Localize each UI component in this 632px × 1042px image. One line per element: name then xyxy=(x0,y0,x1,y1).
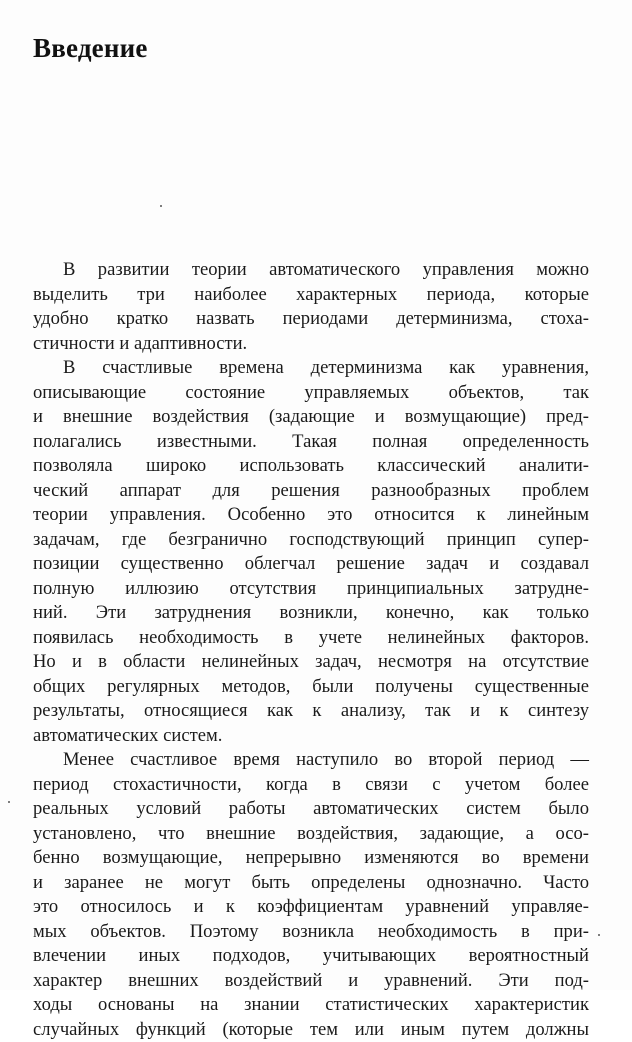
text-line: и заранее не могут быть определены однозначно. Часто xyxy=(33,871,589,896)
text-line: В счастливые времена детерминизма как уравнения, xyxy=(33,356,589,381)
text-line: выделить три наиболее характерных периода, которые xyxy=(33,283,589,308)
text-line: Но и в области нелинейных задач, несмотря на отсутствие xyxy=(33,650,589,675)
text-line: удобно кратко назвать периодами детерминизма, стоха- xyxy=(33,307,589,332)
text-line: позволяла широко использовать классический аналити- xyxy=(33,454,589,479)
text-line: ний. Эти затруднения возникли, конечно, как только xyxy=(33,601,589,626)
text-line: В развитии теории автоматического управления можно xyxy=(33,258,589,283)
text-line: характер внешних воздействий и уравнений. Эти под- xyxy=(33,969,589,994)
text-line: случайных функций (которые тем или иным путем должны xyxy=(33,1018,589,1042)
text-line: описывающие состояние управляемых объектов, так xyxy=(33,381,589,406)
text-line: установлено, что внешние воздействия, задающие, а осо- xyxy=(33,822,589,847)
text-line: позиции существенно облегчал решение задач и создавал xyxy=(33,552,589,577)
text-line: общих регулярных методов, были получены существенные xyxy=(33,675,589,700)
print-speck xyxy=(160,205,162,207)
text-line: период стохастичности, когда в связи с учетом более xyxy=(33,773,589,798)
text-line: ходы основаны на знании статистических характеристик xyxy=(33,993,589,1018)
text-line: и внешние воздействия (задающие и возмущающие) пред- xyxy=(33,405,589,430)
print-speck xyxy=(598,934,600,936)
text-line: стичности и адаптивности. xyxy=(33,332,589,357)
text-line: полагались известными. Такая полная определенность xyxy=(33,430,589,455)
chapter-title: Введение xyxy=(33,32,148,64)
text-line: Менее счастливое время наступило во второй период — xyxy=(33,748,589,773)
body-text xyxy=(33,258,589,1042)
text-line: полную иллюзию отсутствия принципиальных затрудне- xyxy=(33,577,589,602)
text-line: задачам, где безгранично господствующий принцип супер- xyxy=(33,528,589,553)
text-line: теории управления. Особенно это относится к линейным xyxy=(33,503,589,528)
text-line: это относилось и к коэффициентам уравнений управляе- xyxy=(33,895,589,920)
text-line: реальных условий работы автоматических систем было xyxy=(33,797,589,822)
text-line: мых объектов. Поэтому возникла необходимость в при- xyxy=(33,920,589,945)
text-line: появилась необходимость в учете нелинейных факторов. xyxy=(33,626,589,651)
text-line: результаты, относящиеся как к анализу, так и к синтезу xyxy=(33,699,589,724)
print-speck xyxy=(8,801,10,803)
text-line: влечении иных подходов, учитывающих вероятностный xyxy=(33,944,589,969)
text-line: бенно возмущающие, непрерывно изменяются во времени xyxy=(33,846,589,871)
text-line: автоматических систем. xyxy=(33,724,589,749)
text-line: ческий аппарат для решения разнообразных проблем xyxy=(33,479,589,504)
